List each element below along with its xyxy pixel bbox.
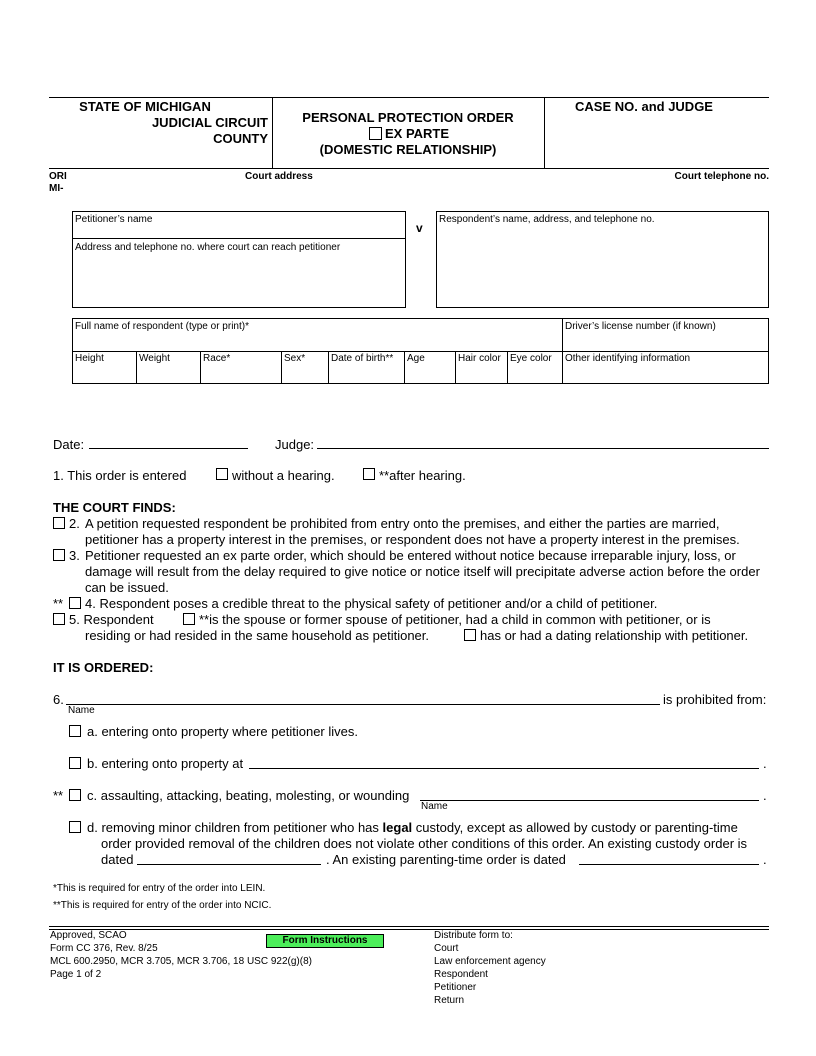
item5-checkbox[interactable] <box>53 613 65 625</box>
other-info-label: Other identifying information <box>565 353 691 364</box>
license-label: Driver’s license number (if known) <box>565 321 716 332</box>
item4-checkbox[interactable] <box>69 597 81 609</box>
item6d-legal: legal <box>382 820 413 835</box>
distribute-petitioner: Petitioner <box>434 982 477 993</box>
item5-household-text: residing or had resided in the same household as petitioner. <box>85 628 429 643</box>
distribute-respondent: Respondent <box>434 969 488 980</box>
header-bottom-rule <box>49 168 769 169</box>
item6c-name-field[interactable] <box>420 800 759 801</box>
item5-spouse-checkbox[interactable] <box>183 613 195 625</box>
item6d-line1 <box>87 820 738 836</box>
form-title: PERSONAL PROTECTION ORDER <box>302 110 514 125</box>
petitioner-address-label: Address and telephone no. where court can reach petitioner <box>75 242 341 253</box>
ex-parte-label: EX PARTE <box>385 126 450 141</box>
case-number-label: CASE NO. and JUDGE <box>575 99 713 114</box>
item6-name-caption: Name <box>68 705 95 716</box>
item6d-checkbox[interactable] <box>69 821 81 833</box>
respondent-box <box>436 211 769 308</box>
court-finds-heading: THE COURT FINDS: <box>53 500 176 515</box>
parenting-order-date-field[interactable] <box>579 864 759 865</box>
item5-dating-checkbox[interactable] <box>464 629 476 641</box>
judge-label: Judge: <box>275 437 315 452</box>
ex-parte-checkbox[interactable] <box>369 127 382 140</box>
item6c-name-caption: Name <box>421 801 448 812</box>
item2-checkbox[interactable] <box>53 517 65 529</box>
item6-number: 6. <box>53 692 64 707</box>
hair-color-label: Hair color <box>458 353 501 364</box>
item4-text: 4. Respondent poses a credible threat to the physical safety of petitioner and/or a child of petitioner. <box>85 596 658 611</box>
versus-label: v <box>416 221 423 235</box>
item6-name-field[interactable] <box>66 704 660 705</box>
item6b-period: . <box>763 756 767 771</box>
ori-label: ORI <box>49 171 67 182</box>
mi-label: MI- <box>49 183 64 194</box>
item3-line3: can be issued. <box>85 580 169 595</box>
item3-line2: damage will result from the delay required to give notice or notice itself will precipitate adverse action before the order <box>85 564 760 579</box>
full-name-label: Full name of respondent (type or print)* <box>75 321 249 332</box>
distribute-court: Court <box>434 943 459 954</box>
footer-rule-2 <box>49 929 769 930</box>
distribute-law-enforcement: Law enforcement agency <box>434 956 546 967</box>
form-instructions-button[interactable]: Form Instructions <box>266 934 384 948</box>
item4-stars: ** <box>53 596 64 611</box>
custody-order-date-field[interactable] <box>137 864 321 865</box>
form-number: Form CC 376, Rev. 8/25 <box>50 943 158 954</box>
petitioner-name-label: Petitioner’s name <box>75 214 153 225</box>
item3-checkbox[interactable] <box>53 549 65 561</box>
ordered-heading: IT IS ORDERED: <box>53 660 154 675</box>
eye-color-label: Eye color <box>510 353 552 364</box>
item6b-text: b. entering onto property at <box>87 756 244 771</box>
page-number: Page 1 of 2 <box>50 969 102 980</box>
item6a-text: a. entering onto property where petitioner lives. <box>87 724 358 739</box>
sex-label: Sex* <box>284 353 306 364</box>
item2-line1: A petition requested respondent be prohibited from entry onto the premises, and either the parties are married, <box>85 516 720 531</box>
item6d-text-a: d. removing minor children from petitioner who has <box>87 820 379 835</box>
footer-rule-1 <box>49 926 769 927</box>
court-telephone-label: Court telephone no. <box>674 171 769 182</box>
county-label: COUNTY <box>213 131 268 146</box>
item3-number: 3. <box>69 548 80 563</box>
item6d-mid-text: . An existing parenting-time order is dated <box>326 852 566 867</box>
ncic-note: **This is required for entry of the order into NCIC. <box>53 900 272 911</box>
item2-number: 2. <box>69 516 80 531</box>
item6d-line2: order provided removal of the children does not violate other conditions of this order. An existing custody order is <box>101 836 748 851</box>
item6a-checkbox[interactable] <box>69 725 81 737</box>
weight-label: Weight <box>139 353 170 364</box>
respondent-info-table <box>72 318 769 384</box>
after-hearing-checkbox[interactable] <box>363 468 375 480</box>
petitioner-box <box>72 211 406 308</box>
item6b-property-field[interactable] <box>249 768 759 769</box>
respondent-label: Respondent’s name, address, and telephone no. <box>439 214 655 225</box>
judge-field[interactable] <box>317 448 769 449</box>
relationship-label: (DOMESTIC RELATIONSHIP) <box>319 142 497 157</box>
court-address-label: Court address <box>245 171 313 182</box>
item3-line1: Petitioner requested an ex parte order, which should be entered without notice because irreparable injury, loss, or <box>85 548 736 563</box>
approved-label: Approved, SCAO <box>50 930 127 941</box>
item6d-period: . <box>763 852 767 867</box>
item6c-text: c. assaulting, attacking, beating, molesting, or wounding <box>87 788 410 803</box>
date-label: Date: <box>53 437 85 452</box>
age-label: Age <box>407 353 425 364</box>
authority-citation: MCL 600.2950, MCR 3.705, MCR 3.706, 18 USC 922(g)(8) <box>50 956 312 967</box>
without-hearing-label: without a hearing. <box>232 468 335 483</box>
item2-line2: petitioner has a property interest in the premises, or respondent does not have a property interest in the premises. <box>85 532 740 547</box>
date-field[interactable] <box>89 448 248 449</box>
item5-lead: 5. Respondent <box>69 612 154 627</box>
item1-text: 1. This order is entered <box>53 468 187 483</box>
item6b-checkbox[interactable] <box>69 757 81 769</box>
race-label: Race* <box>203 353 231 364</box>
item6c-checkbox[interactable] <box>69 789 81 801</box>
circuit-label: JUDICIAL CIRCUIT <box>151 115 268 130</box>
item6c-stars: ** <box>53 788 64 803</box>
item5-dating-text: has or had a dating relationship with petitioner. <box>480 628 749 643</box>
header-top-rule <box>49 97 769 98</box>
item6c-period: . <box>763 788 767 803</box>
without-hearing-checkbox[interactable] <box>216 468 228 480</box>
item6d-text-b: custody, except as allowed by custody or parenting-time <box>415 820 738 835</box>
item6d-dated-label: dated <box>101 852 134 867</box>
distribute-label: Distribute form to: <box>434 930 513 941</box>
distribute-return: Return <box>434 995 465 1006</box>
height-label: Height <box>75 353 104 364</box>
after-hearing-label: **after hearing. <box>379 468 466 483</box>
dob-label: Date of birth** <box>331 353 394 364</box>
item6-tail: is prohibited from: <box>663 692 767 707</box>
state-label: STATE OF MICHIGAN <box>79 99 211 114</box>
item5-spouse-text: **is the spouse or former spouse of petitioner, had a child in common with petitioner, or is <box>199 612 711 627</box>
lein-note: *This is required for entry of the order into LEIN. <box>53 883 266 894</box>
